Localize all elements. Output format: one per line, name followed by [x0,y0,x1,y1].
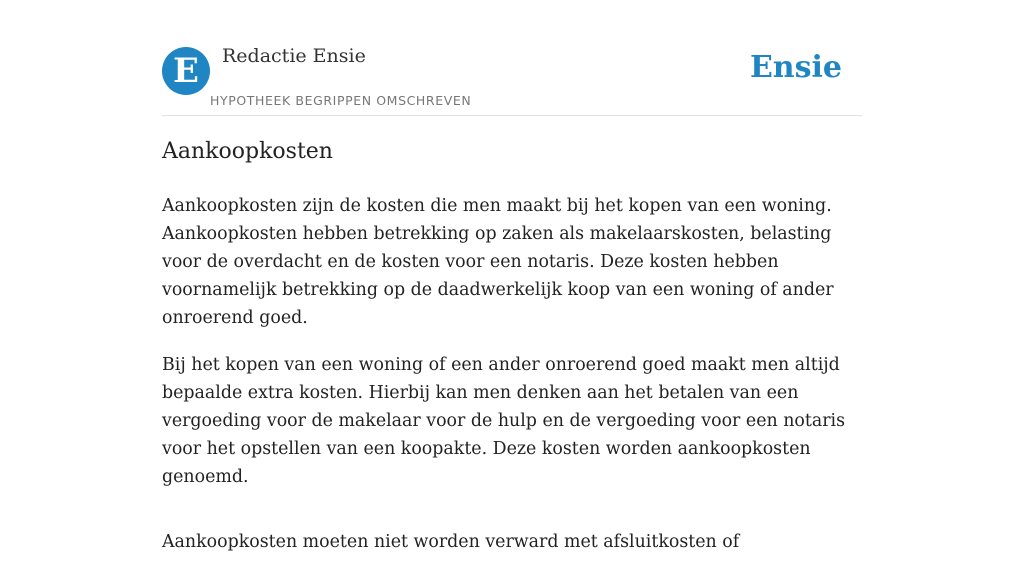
ensie-logo-icon[interactable]: E [162,47,210,95]
article-header [162,0,862,116]
article-paragraph: Aankoopkosten zijn de kosten die men maakt bij het kopen van een woning. Aankoopkosten hebben betrekking op zaken als makelaarskosten, belasting voor de overdacht en de kosten voor een notaris. Deze kosten hebben voornamelijk betrekking op de daadwerkelijk koop van een woning of ander onroerend goed. [162,196,834,328]
article-body [162,192,862,575]
article-paragraph: Aankoopkosten moeten niet worden verward met afsluitkosten of [162,532,740,552]
article-container [162,0,862,552]
brand-logo-link[interactable]: Ensie [749,50,842,85]
author-name-link[interactable]: Redactie Ensie [222,45,366,67]
article-paragraph: Bij het kopen van een woning of een ander onroerend goed maakt men altijd bepaalde extra kosten. Hierbij kan men denken aan het betalen van een vergoeding voor de makelaar voor de hulp en de vergoeding voor een notaris voor het opstellen van een koopakte. Deze kosten worden aankoopkosten genoemd. [162,355,846,487]
article-title: Aankoopkosten [162,139,333,164]
category-link[interactable]: HYPOTHEEK BEGRIPPEN OMSCHREVEN [210,93,472,108]
